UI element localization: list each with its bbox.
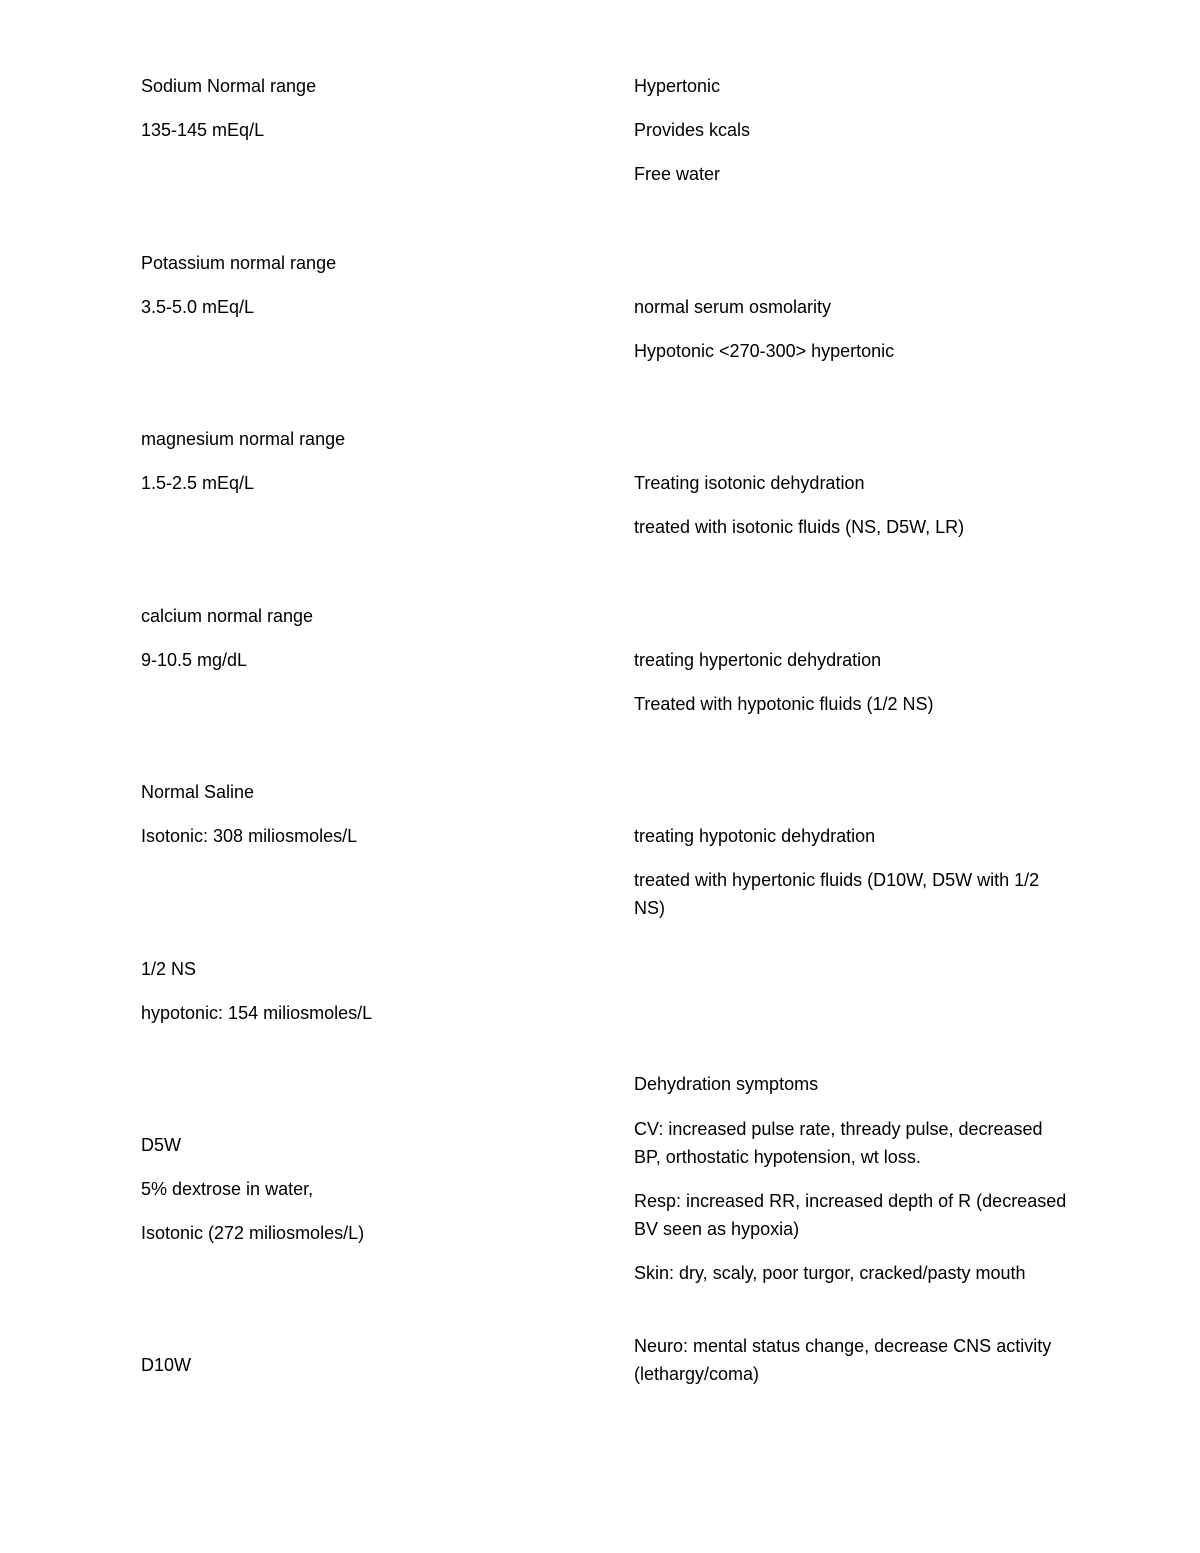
hypertonic-dehydration-value: Treated with hypotonic fluids (1/2 NS): [634, 694, 934, 714]
hypertonic-line1: Provides kcals: [634, 120, 751, 140]
hypotonic-dehydration-value: treated with hypertonic fluids (D10W, D5W with 1/2 NS): [634, 870, 1040, 918]
d5w-line2: Isotonic (272 miliosmoles/L): [141, 1223, 365, 1243]
half-ns-value: hypotonic: 154 miliosmoles/L: [141, 1003, 373, 1023]
magnesium-value: 1.5-2.5 mEq/L: [141, 473, 255, 493]
half-ns-title: 1/2 NS: [141, 959, 197, 979]
symptom-neuro: Neuro: mental status change, decrease CNS activity (lethargy/coma): [634, 1336, 1052, 1384]
hypertonic-dehydration-title: treating hypertonic dehydration: [634, 650, 882, 670]
hypertonic-line2: Free water: [634, 164, 721, 184]
isotonic-dehydration-title: Treating isotonic dehydration: [634, 473, 865, 493]
d5w-line1: 5% dextrose in water,: [141, 1179, 314, 1199]
potassium-value: 3.5-5.0 mEq/L: [141, 297, 255, 317]
d5w-title: D5W: [141, 1135, 181, 1155]
d10w-title: D10W: [141, 1355, 192, 1375]
serum-osmolarity-value: Hypotonic <270-300> hypertonic: [634, 341, 895, 361]
magnesium-title: magnesium normal range: [141, 429, 346, 449]
sodium-title: Sodium Normal range: [141, 76, 317, 96]
calcium-value: 9-10.5 mg/dL: [141, 650, 248, 670]
hypotonic-dehydration-title: treating hypotonic dehydration: [634, 826, 876, 846]
normal-saline-title: Normal Saline: [141, 782, 255, 802]
sodium-value: 135-145 mEq/L: [141, 120, 265, 140]
isotonic-dehydration-value: treated with isotonic fluids (NS, D5W, LR): [634, 517, 965, 537]
symptom-resp: Resp: increased RR, increased depth of R (decreased BV seen as hypoxia): [634, 1191, 1067, 1239]
symptom-skin: Skin: dry, scaly, poor turgor, cracked/pasty mouth: [634, 1263, 1026, 1283]
potassium-title: Potassium normal range: [141, 253, 337, 273]
dehydration-symptoms-title: Dehydration symptoms: [634, 1074, 819, 1094]
calcium-title: calcium normal range: [141, 606, 314, 626]
hypertonic-title: Hypertonic: [634, 76, 721, 96]
normal-saline-value: Isotonic: 308 miliosmoles/L: [141, 826, 358, 846]
symptom-cv: CV: increased pulse rate, thready pulse, decreased BP, orthostatic hypotension, wt loss.: [634, 1119, 1043, 1167]
serum-osmolarity-title: normal serum osmolarity: [634, 297, 832, 317]
